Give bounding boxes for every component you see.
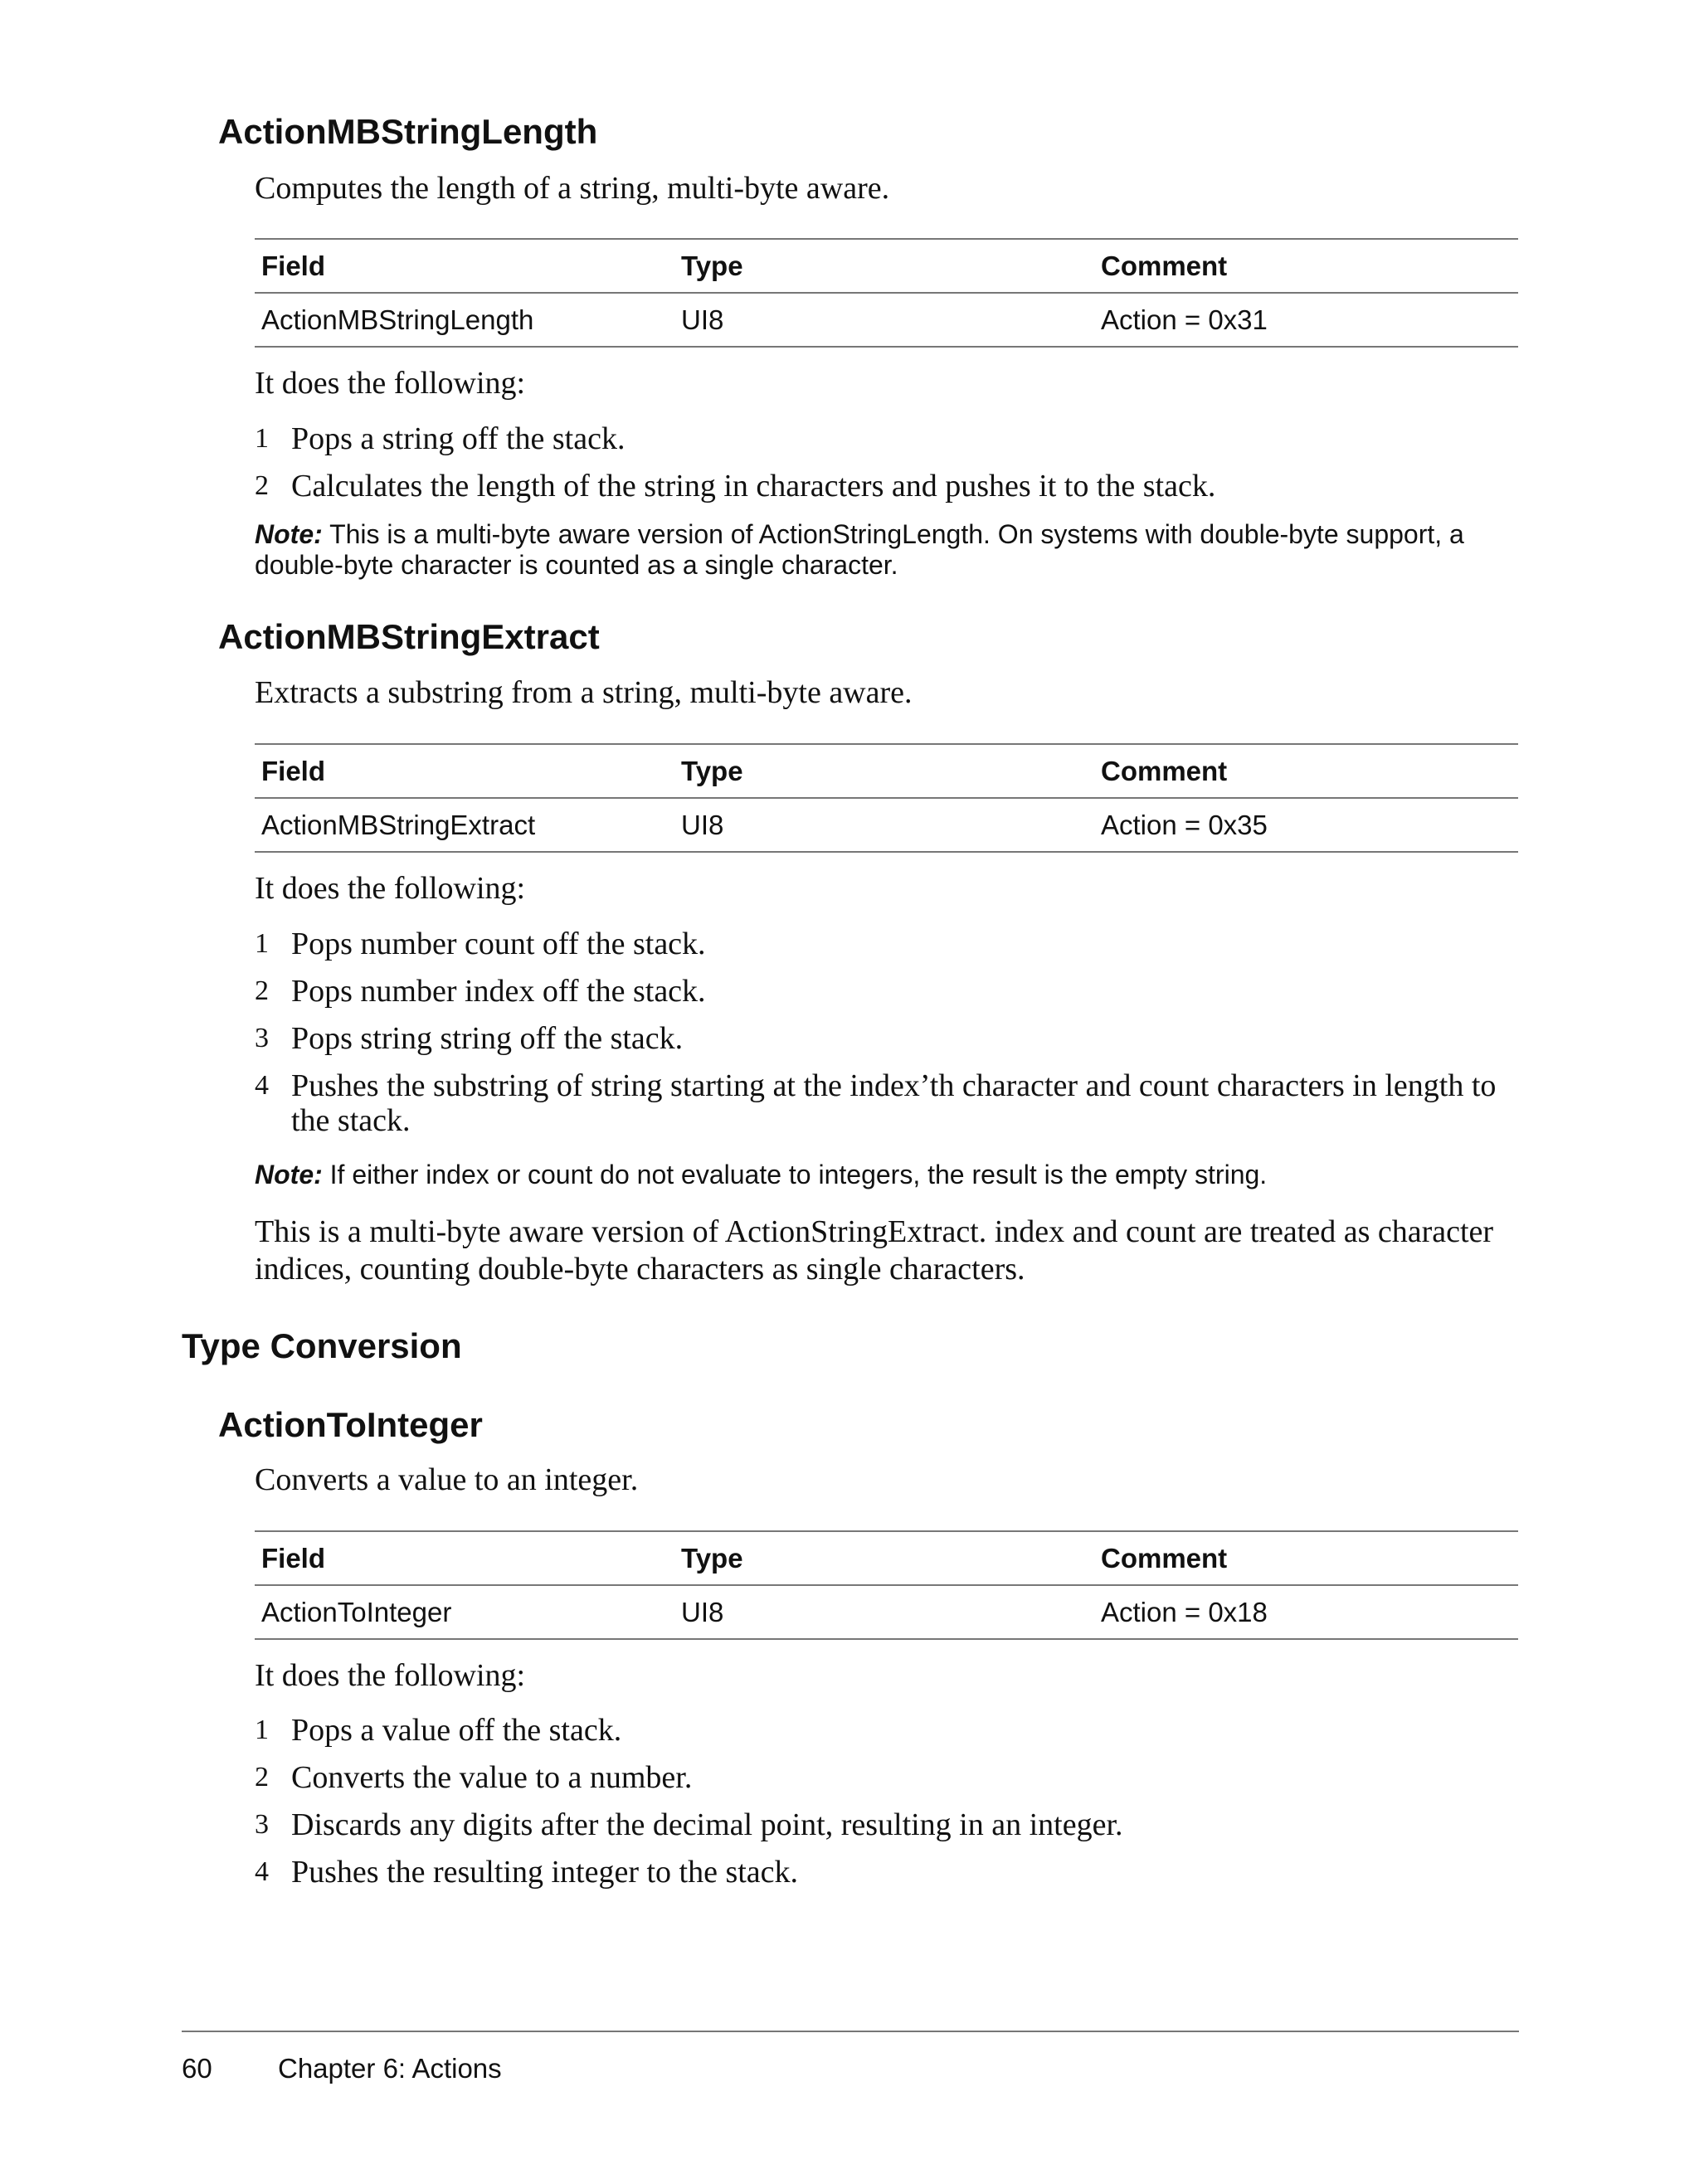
step-text: Pushes the resulting integer to the stack. <box>291 1855 799 1890</box>
column-header-field: Field <box>261 1542 326 1574</box>
list-item <box>255 927 1524 961</box>
step-number: 1 <box>255 928 269 959</box>
step-text: Pops number count off the stack. <box>291 927 706 961</box>
table-row <box>255 798 1518 852</box>
step-text: Pops a value off the stack. <box>291 1713 622 1748</box>
column-header-type: Type <box>681 1542 743 1574</box>
step-number: 1 <box>255 423 269 454</box>
intro-mb-string-length: Computes the length of a string, multi-byte aware. <box>255 171 890 206</box>
list-item <box>255 1021 1524 1056</box>
column-header-field: Field <box>261 250 326 281</box>
note-text: If either index or count do not evaluate to integers, the result is the empty string. <box>322 1160 1268 1189</box>
cell-field: ActionToInteger <box>261 1596 452 1627</box>
cell-type: UI8 <box>681 809 724 840</box>
list-item <box>255 1760 1524 1795</box>
column-header-field: Field <box>261 755 326 786</box>
lead-mb-string-length: It does the following: <box>255 366 526 401</box>
cell-field: ActionMBStringLength <box>261 304 534 335</box>
list-item <box>255 1713 1524 1748</box>
step-text: Pushes the substring of string starting at the index’th character and count characters in length to the stack. <box>291 1068 1497 1138</box>
note-mb-string-extract <box>255 1160 1524 1190</box>
table-header-row <box>255 1531 1518 1585</box>
list-item <box>255 421 1524 456</box>
heading-type-conversion: Type Conversion <box>182 1326 462 1365</box>
list-item <box>255 974 1524 1009</box>
table-row <box>255 293 1518 347</box>
chapter-title: Chapter 6: Actions <box>278 2053 502 2084</box>
list-item <box>255 1068 1524 1138</box>
cell-comment: Action = 0x31 <box>1101 304 1268 335</box>
step-text: Pops number index off the stack. <box>291 974 706 1009</box>
step-number: 3 <box>255 1809 269 1840</box>
column-header-comment: Comment <box>1101 755 1228 786</box>
cell-field: ActionMBStringExtract <box>261 809 536 840</box>
note-label: Note: <box>255 519 323 549</box>
cell-comment: Action = 0x35 <box>1101 809 1268 840</box>
heading-action-mb-string-length: ActionMBStringLength <box>218 112 598 151</box>
steps-mb-string-length <box>255 421 1524 516</box>
step-number: 1 <box>255 1715 269 1745</box>
heading-action-to-integer: ActionToInteger <box>218 1405 483 1444</box>
column-header-comment: Comment <box>1101 250 1228 281</box>
step-text: Discards any digits after the decimal point, resulting in an integer. <box>291 1807 1123 1842</box>
table-header-row <box>255 239 1518 293</box>
list-item <box>255 1855 1524 1890</box>
lead-to-integer: It does the following: <box>255 1658 526 1693</box>
heading-action-mb-string-extract: ActionMBStringExtract <box>218 617 600 656</box>
cell-type: UI8 <box>681 1596 724 1627</box>
column-header-type: Type <box>681 250 743 281</box>
table-header-row <box>255 744 1518 798</box>
note-label: Note: <box>255 1160 323 1189</box>
step-text: Calculates the length of the string in characters and pushes it to the stack. <box>291 469 1216 503</box>
step-text: Converts the value to a number. <box>291 1760 693 1795</box>
table-to-integer <box>255 1530 1518 1640</box>
table-mb-string-extract <box>255 743 1518 853</box>
steps-mb-string-extract <box>255 927 1524 1150</box>
page-number: 60 <box>182 2053 212 2084</box>
intro-mb-string-extract: Extracts a substring from a string, multi-byte aware. <box>255 675 913 710</box>
cell-comment: Action = 0x18 <box>1101 1596 1268 1627</box>
note-text: This is a multi-byte aware version of ActionStringLength. On systems with double-byte support, a double-byte character is counted as a single character. <box>255 519 1464 580</box>
step-number: 3 <box>255 1023 269 1053</box>
step-number: 2 <box>255 470 269 501</box>
step-number: 2 <box>255 975 269 1006</box>
column-header-type: Type <box>681 755 743 786</box>
table-mb-string-length <box>255 238 1518 348</box>
step-number: 4 <box>255 1856 269 1887</box>
lead-mb-string-extract: It does the following: <box>255 871 526 906</box>
steps-to-integer <box>255 1713 1524 1902</box>
step-text: Pops a string off the stack. <box>291 421 626 456</box>
step-number: 4 <box>255 1070 269 1101</box>
list-item <box>255 1807 1524 1842</box>
table-row <box>255 1585 1518 1639</box>
closing-mb-string-extract: This is a multi-byte aware version of ActionStringExtract. index and count are treated as character indices, counting double-byte characters as single characters. <box>255 1214 1494 1287</box>
step-number: 2 <box>255 1762 269 1792</box>
list-item <box>255 469 1524 503</box>
intro-to-integer: Converts a value to an integer. <box>255 1462 639 1497</box>
cell-type: UI8 <box>681 304 724 335</box>
step-text: Pops string string off the stack. <box>291 1021 684 1056</box>
note-mb-string-length <box>255 519 1524 581</box>
column-header-comment: Comment <box>1101 1542 1228 1574</box>
footer-rule <box>182 2031 1519 2032</box>
